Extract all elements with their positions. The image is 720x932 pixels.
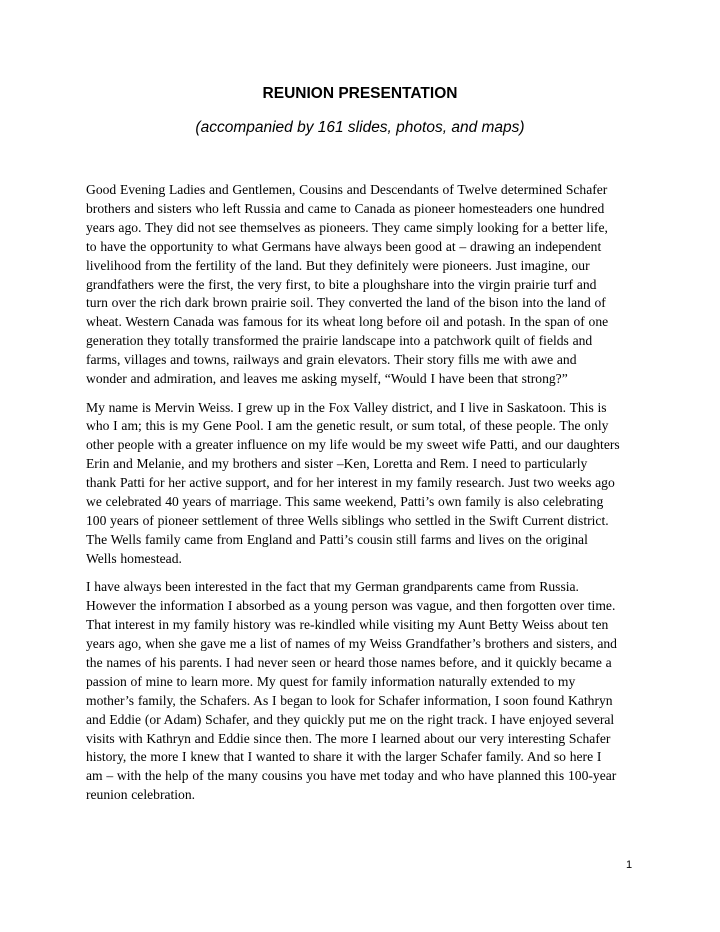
text-line: Erin and Melanie, and my brothers and sister –Ken, Loretta and Rem. I need to particularly bbox=[86, 456, 588, 472]
text-line: reunion celebration. bbox=[86, 787, 196, 803]
text-line: am – with the help of the many cousins you have met today and who have planned this 100-year bbox=[86, 768, 617, 784]
text-line: mother’s family, the Schafers. As I began to look for Schafer information, I soon found Kathryn bbox=[86, 692, 613, 708]
text-line: farms, villages and towns, railways and grain elevators. Their story fills me with awe and bbox=[86, 352, 577, 368]
document-subtitle: (accompanied by 161 slides, photos, and maps) bbox=[195, 119, 525, 136]
text-line: who I am; this is my Gene Pool. I am the genetic result, or sum total, of these people. The only bbox=[86, 418, 609, 434]
text-line: wheat. Western Canada was famous for its wheat long before oil and potash. In the span of one bbox=[86, 314, 609, 330]
text-line: we celebrated 40 years of marriage. This same weekend, Patti’s own family is also celebrating bbox=[86, 494, 604, 510]
text-line: passion of mine to learn more. My quest for family information naturally extended to my bbox=[86, 673, 576, 689]
text-line: I have always been interested in the fact that my German grandparents came from Russia. bbox=[86, 579, 579, 595]
text-line: generation they totally transformed the prairie landscape into a patchwork quilt of fields and bbox=[86, 333, 593, 349]
text-line: other people with a greater influence on my life would be my sweet wife Patti, and our daughters bbox=[86, 437, 620, 453]
text-line: grandfathers were the first, the very first, to bite a ploughshare into the virgin prairie turf and bbox=[86, 276, 597, 292]
text-line: Good Evening Ladies and Gentlemen, Cousins and Descendants of Twelve determined Schafer bbox=[86, 182, 608, 197]
text-line: The Wells family came from England and Patti’s cousin still farms and lives on the original bbox=[86, 531, 588, 547]
paragraph-about-me bbox=[86, 399, 652, 569]
text-line: livelihood from the fertility of the land. But they definitely were pioneers. Just imagine, our bbox=[86, 257, 590, 273]
text-line: years ago, when she gave me a list of names of my Weiss Grandfather’s brothers and sisters, and bbox=[86, 636, 617, 652]
text-line: the names of his parents. I had never seen or heard those names before, and it quickly became a bbox=[86, 654, 612, 670]
text-line: 100 years of pioneer settlement of three Wells siblings who settled in the Swift Current district. bbox=[86, 513, 609, 528]
text-line: history, the more I knew that I wanted to share it with the larger Schafer family. And so here I bbox=[86, 749, 602, 765]
text-line: However the information I absorbed as a young person was vague, and then forgotten over time. bbox=[86, 598, 616, 614]
text-line: to have the opportunity to what Germans have always been good at – drawing an independent bbox=[86, 238, 602, 254]
text-line: My name is Mervin Weiss. I grew up in the Fox Valley district, and I live in Saskatoon. This is bbox=[86, 399, 607, 415]
document-title: REUNION PRESENTATION bbox=[262, 85, 458, 102]
text-line: Wells homestead. bbox=[86, 550, 182, 566]
text-line: wonder and admiration, and leaves me asking myself, “Would I have been that strong?” bbox=[86, 371, 568, 387]
text-line: brothers and sisters who left Russia and came to Canada as pioneer homesteaders one hundred bbox=[86, 200, 605, 216]
page-number: 1 bbox=[626, 859, 633, 871]
text-line: and Eddie (or Adam) Schafer, and they quickly put me on the right track. I have enjoyed several bbox=[86, 711, 615, 727]
paragraph-family-history bbox=[86, 578, 652, 805]
paragraph-introduction bbox=[86, 181, 652, 389]
text-line: turn over the rich dark brown prairie soil. They converted the land of the bison into the land of bbox=[86, 295, 606, 311]
text-line: thank Patti for her active support, and for her interest in my family research. Just two weeks ago bbox=[86, 475, 615, 491]
text-line: visits with Kathryn and Eddie since then. The more I learned about our very interesting Schafer bbox=[86, 730, 611, 746]
text-line: That interest in my family history was re-kindled while visiting my Aunt Betty Weiss about ten bbox=[86, 617, 609, 633]
text-line: years ago. They did not see themselves as pioneers. They came simply looking for a better life, bbox=[86, 219, 608, 235]
document-body bbox=[86, 181, 652, 815]
